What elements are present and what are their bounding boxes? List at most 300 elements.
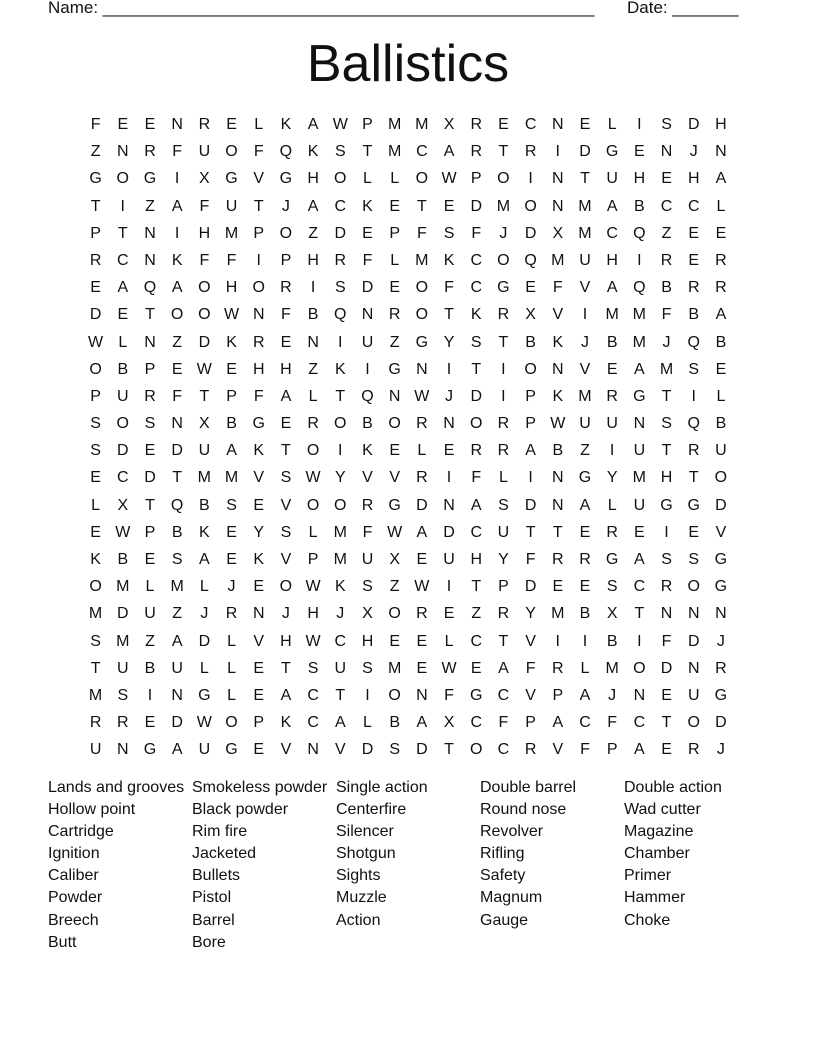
grid-cell[interactable]: X (525, 306, 536, 324)
grid-cell[interactable]: L (716, 197, 726, 215)
grid-cell[interactable]: N (171, 415, 183, 433)
grid-cell[interactable]: F (444, 279, 454, 297)
grid-cell[interactable]: I (691, 387, 696, 405)
grid-cell[interactable]: F (661, 306, 672, 324)
grid-cell[interactable]: S (688, 551, 700, 568)
grid-cell[interactable]: R (416, 605, 428, 623)
grid-cell[interactable]: N (633, 415, 646, 433)
grid-cell[interactable]: E (688, 224, 700, 242)
grid-cell[interactable]: B (552, 442, 564, 460)
grid-cell[interactable]: I (501, 360, 506, 378)
grid-cell[interactable]: P (606, 741, 618, 759)
grid-cell[interactable]: E (117, 306, 129, 324)
grid-cell[interactable]: H (687, 170, 700, 188)
grid-cell[interactable]: I (256, 251, 261, 269)
grid-cell[interactable]: F (444, 686, 454, 704)
grid-cell[interactable]: Y (606, 469, 618, 487)
grid-cell[interactable]: E (416, 551, 428, 568)
grid-cell[interactable]: T (253, 197, 264, 215)
grid-cell[interactable]: E (634, 143, 645, 161)
grid-cell[interactable]: G (143, 741, 157, 759)
grid-cell[interactable]: O (687, 714, 700, 732)
grid-cell[interactable]: U (198, 741, 211, 759)
grid-cell[interactable]: P (144, 523, 156, 541)
grid-cell[interactable]: E (253, 496, 265, 514)
grid-cell[interactable]: M (88, 605, 103, 623)
grid-cell[interactable]: T (580, 170, 590, 188)
grid-cell[interactable]: R (687, 442, 700, 460)
grid-cell[interactable]: M (224, 224, 239, 242)
grid-cell[interactable]: W (305, 578, 321, 596)
grid-cell[interactable]: H (361, 632, 374, 650)
grid-cell[interactable]: U (633, 496, 646, 514)
grid-cell[interactable]: P (253, 224, 265, 242)
grid-cell[interactable]: D (524, 496, 537, 514)
grid-cell[interactable]: A (199, 551, 210, 568)
grid-cell[interactable]: Z (389, 578, 400, 596)
grid-cell[interactable]: R (497, 605, 510, 623)
grid-cell[interactable]: B (634, 197, 645, 215)
grid-cell[interactable]: O (252, 279, 265, 297)
grid-cell[interactable]: W (550, 415, 566, 433)
grid-cell[interactable]: V (280, 741, 292, 759)
grid-cell[interactable]: O (334, 496, 347, 514)
grid-cell[interactable]: M (333, 551, 347, 568)
grid-cell[interactable]: A (171, 632, 183, 650)
grid-cell[interactable]: R (579, 551, 591, 568)
grid-cell[interactable]: B (226, 415, 237, 433)
grid-cell[interactable]: I (365, 686, 370, 704)
grid-cell[interactable]: H (307, 251, 319, 269)
grid-cell[interactable]: D (715, 714, 727, 732)
grid-cell[interactable]: I (174, 170, 180, 188)
grid-cell[interactable]: E (389, 197, 400, 215)
grid-cell[interactable]: A (498, 659, 509, 677)
grid-cell[interactable]: Q (361, 387, 374, 405)
grid-cell[interactable]: M (170, 578, 184, 596)
grid-cell[interactable]: N (361, 306, 374, 324)
grid-cell[interactable]: D (334, 224, 347, 242)
grid-cell[interactable]: O (198, 279, 211, 297)
grid-cell[interactable]: O (633, 659, 646, 677)
grid-cell[interactable]: C (633, 578, 646, 596)
grid-cell[interactable]: D (687, 632, 700, 650)
grid-cell[interactable]: F (471, 224, 482, 242)
grid-cell[interactable]: M (551, 251, 565, 269)
grid-cell[interactable]: E (144, 116, 156, 133)
grid-cell[interactable]: I (637, 632, 642, 650)
grid-cell[interactable]: O (497, 251, 510, 269)
grid-cell[interactable]: N (552, 116, 564, 133)
grid-cell[interactable]: N (552, 469, 564, 487)
grid-cell[interactable]: E (144, 442, 156, 460)
grid-cell[interactable]: T (634, 605, 645, 623)
grid-cell[interactable]: D (171, 442, 183, 460)
grid-cell[interactable]: N (660, 143, 673, 161)
grid-cell[interactable]: I (446, 469, 452, 487)
grid-cell[interactable]: I (555, 632, 560, 650)
grid-cell[interactable]: T (498, 333, 509, 351)
grid-cell[interactable]: G (252, 415, 265, 433)
grid-cell[interactable]: A (416, 714, 428, 732)
grid-cell[interactable]: T (335, 387, 346, 405)
grid-cell[interactable]: C (470, 523, 482, 541)
grid-cell[interactable]: I (501, 387, 506, 405)
grid-cell[interactable]: T (90, 197, 101, 215)
grid-cell[interactable]: R (470, 116, 482, 133)
grid-cell[interactable]: N (552, 360, 564, 378)
grid-cell[interactable]: W (223, 306, 240, 324)
grid-cell[interactable]: R (388, 306, 401, 324)
grid-cell[interactable]: E (226, 360, 237, 378)
grid-cell[interactable]: G (415, 333, 429, 351)
grid-cell[interactable]: P (226, 387, 237, 405)
grid-cell[interactable]: S (362, 659, 373, 677)
grid-cell[interactable]: J (716, 632, 725, 650)
grid-cell[interactable]: E (226, 551, 237, 568)
grid-cell[interactable]: C (633, 714, 646, 732)
grid-cell[interactable]: N (443, 415, 455, 433)
grid-cell[interactable]: A (280, 387, 292, 405)
grid-cell[interactable]: M (415, 251, 429, 269)
grid-cell[interactable]: E (117, 116, 129, 133)
grid-cell[interactable]: V (362, 469, 373, 487)
grid-cell[interactable]: L (390, 251, 400, 269)
grid-cell[interactable]: R (470, 442, 482, 460)
grid-cell[interactable]: C (606, 224, 618, 242)
grid-cell[interactable]: P (498, 578, 509, 596)
grid-cell[interactable]: V (552, 306, 564, 324)
grid-cell[interactable]: N (633, 686, 646, 704)
grid-cell[interactable]: O (415, 279, 429, 297)
grid-cell[interactable]: K (443, 251, 455, 269)
grid-cell[interactable]: S (362, 578, 373, 596)
grid-cell[interactable]: R (89, 714, 102, 732)
grid-cell[interactable]: H (307, 170, 319, 188)
grid-cell[interactable]: F (362, 251, 373, 269)
grid-cell[interactable]: O (388, 415, 401, 433)
grid-cell[interactable]: E (498, 116, 509, 133)
grid-cell[interactable]: D (524, 224, 537, 242)
grid-cell[interactable]: N (416, 360, 428, 378)
grid-cell[interactable]: G (605, 551, 619, 568)
grid-cell[interactable]: P (552, 686, 564, 704)
grid-cell[interactable]: J (281, 605, 290, 623)
grid-cell[interactable]: S (171, 551, 183, 568)
grid-cell[interactable]: J (689, 143, 698, 161)
grid-cell[interactable]: U (334, 659, 347, 677)
grid-cell[interactable]: Y (334, 469, 346, 487)
grid-cell[interactable]: O (469, 415, 483, 433)
grid-cell[interactable]: J (608, 686, 617, 704)
grid-cell[interactable]: R (552, 659, 564, 677)
grid-cell[interactable]: I (582, 306, 588, 324)
grid-cell[interactable]: H (470, 551, 482, 568)
grid-cell[interactable]: E (226, 523, 237, 541)
grid-cell[interactable]: H (280, 360, 292, 378)
grid-cell[interactable]: R (497, 415, 510, 433)
grid-cell[interactable]: Q (687, 415, 700, 433)
grid-cell[interactable]: N (117, 741, 129, 759)
grid-cell[interactable]: I (582, 632, 588, 650)
grid-cell[interactable]: D (660, 659, 673, 677)
grid-cell[interactable]: M (632, 306, 646, 324)
grid-cell[interactable]: F (253, 143, 264, 161)
grid-cell[interactable]: C (307, 686, 319, 704)
grid-cell[interactable]: R (416, 415, 428, 433)
grid-cell[interactable]: A (280, 686, 292, 704)
grid-cell[interactable]: Z (172, 333, 183, 351)
grid-cell[interactable]: N (715, 143, 727, 161)
grid-cell[interactable]: S (606, 578, 618, 596)
grid-cell[interactable]: T (145, 496, 155, 514)
grid-cell[interactable]: G (469, 686, 483, 704)
grid-cell[interactable]: S (334, 143, 346, 161)
grid-cell[interactable]: D (361, 279, 374, 297)
grid-cell[interactable]: P (362, 116, 373, 133)
grid-cell[interactable]: P (90, 387, 101, 405)
grid-cell[interactable]: Q (633, 279, 646, 297)
grid-cell[interactable]: M (333, 523, 347, 541)
grid-cell[interactable]: G (388, 496, 401, 514)
grid-cell[interactable]: T (552, 523, 563, 541)
grid-cell[interactable]: O (89, 360, 102, 378)
grid-cell[interactable]: V (280, 551, 292, 568)
grid-cell[interactable]: R (89, 251, 102, 269)
grid-cell[interactable]: E (226, 116, 237, 133)
grid-cell[interactable]: I (609, 442, 615, 460)
grid-cell[interactable]: E (389, 442, 400, 460)
grid-cell[interactable]: K (199, 523, 210, 541)
grid-cell[interactable]: J (200, 605, 209, 623)
grid-cell[interactable]: U (144, 605, 156, 623)
grid-cell[interactable]: O (334, 170, 347, 188)
grid-cell[interactable]: F (281, 306, 291, 324)
grid-cell[interactable]: F (525, 659, 536, 677)
grid-cell[interactable]: K (253, 551, 265, 568)
grid-cell[interactable]: R (715, 659, 727, 677)
grid-cell[interactable]: D (144, 469, 156, 487)
grid-cell[interactable]: G (714, 578, 728, 596)
grid-cell[interactable]: Q (633, 224, 646, 242)
grid-cell[interactable]: L (580, 659, 590, 677)
grid-cell[interactable]: I (664, 523, 669, 541)
grid-cell[interactable]: Z (145, 197, 155, 215)
grid-cell[interactable]: M (632, 333, 646, 351)
grid-cell[interactable]: K (226, 333, 237, 351)
grid-cell[interactable]: F (525, 551, 536, 568)
grid-cell[interactable]: R (660, 578, 673, 596)
grid-cell[interactable]: O (524, 360, 537, 378)
grid-cell[interactable]: R (280, 279, 292, 297)
grid-cell[interactable]: W (414, 578, 430, 596)
grid-cell[interactable]: O (524, 197, 537, 215)
grid-cell[interactable]: F (199, 197, 210, 215)
grid-cell[interactable]: T (362, 143, 373, 161)
grid-cell[interactable]: E (171, 360, 183, 378)
grid-cell[interactable]: D (117, 605, 129, 623)
grid-cell[interactable]: T (498, 143, 509, 161)
grid-cell[interactable]: Y (253, 523, 265, 541)
grid-cell[interactable]: M (387, 659, 402, 677)
grid-cell[interactable]: Y (525, 605, 536, 623)
grid-cell[interactable]: N (171, 686, 183, 704)
grid-cell[interactable]: S (90, 442, 101, 460)
grid-cell[interactable]: H (198, 224, 211, 242)
grid-cell[interactable]: M (415, 116, 429, 133)
grid-cell[interactable]: N (252, 306, 265, 324)
grid-cell[interactable]: R (687, 279, 700, 297)
grid-cell[interactable]: I (147, 686, 153, 704)
grid-cell[interactable]: E (579, 523, 591, 541)
grid-cell[interactable]: M (197, 469, 211, 487)
grid-cell[interactable]: C (307, 714, 319, 732)
grid-cell[interactable]: E (661, 170, 672, 188)
grid-cell[interactable]: U (198, 143, 211, 161)
grid-cell[interactable]: O (306, 496, 320, 514)
grid-cell[interactable]: P (470, 170, 482, 188)
grid-cell[interactable]: J (580, 333, 589, 351)
grid-cell[interactable]: S (661, 415, 672, 433)
grid-cell[interactable]: I (528, 469, 533, 487)
grid-cell[interactable]: R (225, 605, 238, 623)
grid-cell[interactable]: R (470, 143, 482, 161)
grid-cell[interactable]: X (117, 496, 129, 514)
grid-cell[interactable]: B (579, 605, 591, 623)
grid-cell[interactable]: R (198, 116, 211, 133)
grid-cell[interactable]: O (198, 306, 211, 324)
grid-cell[interactable]: E (253, 578, 265, 596)
grid-cell[interactable]: K (334, 578, 346, 596)
grid-cell[interactable]: C (687, 197, 700, 215)
grid-cell[interactable]: U (117, 659, 129, 677)
grid-cell[interactable]: E (579, 578, 591, 596)
grid-cell[interactable]: B (525, 333, 536, 351)
grid-cell[interactable]: Z (308, 224, 318, 242)
grid-cell[interactable]: G (89, 170, 102, 188)
grid-cell[interactable]: O (497, 170, 510, 188)
grid-cell[interactable]: B (606, 333, 618, 351)
grid-cell[interactable]: U (497, 523, 510, 541)
grid-cell[interactable]: D (715, 496, 727, 514)
grid-cell[interactable]: C (470, 251, 482, 269)
grid-cell[interactable]: E (443, 442, 455, 460)
grid-cell[interactable]: P (525, 714, 536, 732)
grid-cell[interactable]: U (606, 415, 618, 433)
grid-cell[interactable]: W (387, 523, 403, 541)
grid-cell[interactable]: U (443, 551, 455, 568)
grid-cell[interactable]: L (363, 170, 372, 188)
grid-cell[interactable]: R (144, 387, 156, 405)
grid-cell[interactable]: V (253, 632, 265, 650)
grid-cell[interactable]: C (660, 197, 673, 215)
grid-cell[interactable]: K (552, 387, 564, 405)
grid-cell[interactable]: M (387, 143, 402, 161)
grid-cell[interactable]: R (144, 143, 156, 161)
grid-cell[interactable]: E (90, 523, 101, 541)
grid-cell[interactable]: J (716, 741, 725, 759)
grid-cell[interactable]: B (144, 659, 156, 677)
grid-cell[interactable]: G (143, 170, 157, 188)
grid-cell[interactable]: J (227, 578, 236, 596)
grid-cell[interactable]: X (389, 551, 400, 568)
grid-cell[interactable]: T (444, 306, 454, 324)
grid-cell[interactable]: M (116, 632, 130, 650)
grid-cell[interactable]: U (225, 197, 238, 215)
grid-cell[interactable]: M (387, 116, 402, 133)
grid-cell[interactable]: L (199, 578, 209, 596)
grid-cell[interactable]: W (441, 659, 457, 677)
grid-cell[interactable]: X (443, 116, 455, 133)
grid-cell[interactable]: E (443, 197, 455, 215)
grid-cell[interactable]: S (280, 469, 292, 487)
grid-cell[interactable]: E (606, 360, 618, 378)
grid-cell[interactable]: C (470, 632, 482, 650)
grid-cell[interactable]: E (634, 523, 645, 541)
grid-cell[interactable]: J (281, 197, 290, 215)
grid-cell[interactable]: A (117, 279, 129, 297)
grid-cell[interactable]: S (443, 224, 455, 242)
grid-cell[interactable]: E (715, 360, 727, 378)
grid-cell[interactable]: S (334, 279, 346, 297)
grid-cell[interactable]: Y (443, 333, 455, 351)
grid-cell[interactable]: E (688, 523, 700, 541)
grid-cell[interactable]: O (116, 415, 129, 433)
grid-cell[interactable]: N (552, 170, 564, 188)
grid-cell[interactable]: G (660, 496, 673, 514)
grid-cell[interactable]: T (117, 224, 128, 242)
grid-cell[interactable]: N (117, 143, 129, 161)
grid-cell[interactable]: V (253, 469, 265, 487)
grid-cell[interactable]: M (551, 605, 565, 623)
grid-cell[interactable]: U (198, 442, 211, 460)
grid-cell[interactable]: T (90, 659, 101, 677)
grid-cell[interactable]: D (470, 197, 482, 215)
grid-cell[interactable]: K (552, 333, 564, 351)
grid-cell[interactable]: M (496, 197, 511, 215)
grid-cell[interactable]: P (525, 387, 536, 405)
grid-cell[interactable]: D (361, 741, 374, 759)
grid-cell[interactable]: O (225, 143, 238, 161)
grid-cell[interactable]: S (226, 496, 237, 514)
grid-cell[interactable]: T (416, 197, 427, 215)
grid-cell[interactable]: N (552, 197, 564, 215)
grid-cell[interactable]: F (498, 714, 509, 732)
grid-cell[interactable]: B (715, 415, 727, 433)
grid-cell[interactable]: U (361, 551, 374, 568)
grid-cell[interactable]: K (90, 551, 101, 568)
grid-cell[interactable]: F (226, 251, 237, 269)
grid-cell[interactable]: G (388, 360, 401, 378)
grid-cell[interactable]: K (171, 251, 183, 269)
grid-cell[interactable]: D (524, 578, 537, 596)
grid-cell[interactable]: L (390, 170, 400, 188)
grid-cell[interactable]: O (89, 578, 102, 596)
grid-cell[interactable]: H (307, 605, 319, 623)
grid-cell[interactable]: V (280, 496, 292, 514)
grid-cell[interactable]: G (225, 170, 238, 188)
grid-cell[interactable]: V (579, 360, 591, 378)
grid-cell[interactable]: O (225, 714, 238, 732)
grid-cell[interactable]: X (443, 714, 455, 732)
grid-cell[interactable]: F (607, 714, 618, 732)
grid-cell[interactable]: C (470, 714, 482, 732)
grid-cell[interactable]: B (688, 306, 700, 324)
grid-cell[interactable]: E (416, 659, 428, 677)
grid-cell[interactable]: R (552, 551, 564, 568)
grid-cell[interactable]: R (606, 523, 618, 541)
grid-cell[interactable]: R (416, 469, 428, 487)
